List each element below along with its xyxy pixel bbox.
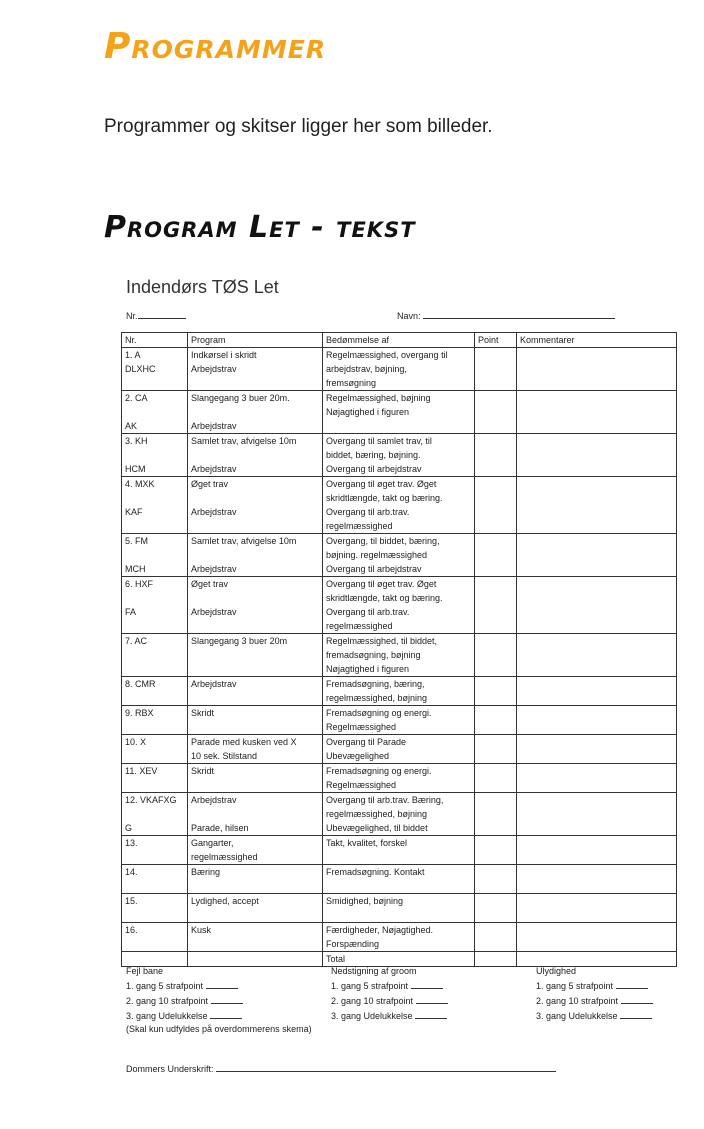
cell-text: Regelmæssighed, til biddet, — [326, 636, 438, 646]
cell-text: regelmæssighed, bøjning — [326, 693, 428, 703]
cell-bedommelse — [323, 634, 475, 677]
cell-text — [125, 807, 184, 821]
table-row — [122, 865, 677, 894]
cell-point[interactable] — [475, 836, 517, 865]
table-row — [122, 677, 677, 706]
cell-nr — [122, 735, 188, 764]
cell-program — [188, 477, 323, 534]
cell-nr — [122, 634, 188, 677]
cell-text: Overgang til Parade — [326, 737, 407, 747]
cell-program — [188, 793, 323, 836]
table-row — [122, 923, 677, 952]
cell-text: Arbejdstrav — [191, 507, 237, 517]
cell-nr — [122, 577, 188, 634]
cell-text: 7. AC — [125, 636, 148, 646]
cell-text: Regelmæssighed — [326, 780, 397, 790]
penalty-line: 3. gang Udelukkelse — [536, 1009, 653, 1024]
intro-text: Programmer og skitser ligger her som billeder. — [104, 116, 493, 137]
cell-text — [125, 937, 184, 951]
cell-point[interactable] — [475, 894, 517, 923]
cell-text: Overgang til arbejdstrav — [326, 564, 422, 574]
navn-blank — [423, 318, 615, 319]
cell-text — [191, 937, 319, 951]
cell-text — [125, 405, 184, 419]
cell-text: HCM — [125, 464, 146, 474]
cell-program — [188, 391, 323, 434]
cell-text: Ubevægelighed — [326, 751, 390, 761]
cell-kommentarer[interactable] — [517, 477, 677, 534]
cell-text: Smidighed, bøjning — [326, 896, 404, 906]
cell-text: Slangegang 3 buer 20m — [191, 636, 288, 646]
cell-text: Regelmæssighed, bøjning — [326, 393, 431, 403]
cell-text — [125, 448, 184, 462]
penalty-line: 3. gang Udelukkelse — [126, 1009, 243, 1024]
cell-text: Overgang, til biddet, bæring, — [326, 536, 440, 546]
cell-program — [188, 634, 323, 677]
cell-text — [125, 749, 184, 763]
cell-program — [188, 706, 323, 735]
cell-program — [188, 534, 323, 577]
cell-text — [191, 591, 319, 605]
cell-text: Samlet trav, afvigelse 10m — [191, 436, 297, 446]
cell-text: Bæring — [191, 867, 221, 877]
signature-blank — [216, 1071, 556, 1072]
cell-text — [326, 908, 471, 922]
navn-field — [397, 311, 615, 321]
cell-kommentarer[interactable] — [517, 634, 677, 677]
cell-text: regelmæssighed — [326, 621, 393, 631]
cell-text — [191, 662, 319, 676]
cell-text: Gangarter, — [191, 838, 234, 848]
cell-program — [188, 434, 323, 477]
cell-text — [191, 908, 319, 922]
table-row — [122, 894, 677, 923]
cell-text: Overgang til øget trav. Øget — [326, 579, 437, 589]
cell-text: Arbejdstrav — [191, 564, 237, 574]
cell-text — [125, 591, 184, 605]
cell-text — [125, 491, 184, 505]
cell-text: Lydighed, accept — [191, 896, 259, 906]
cell-bedommelse — [323, 391, 475, 434]
document-title: Indendørs TØS Let — [126, 277, 279, 297]
cell-text: Nøjagtighed i figuren — [326, 407, 410, 417]
cell-point[interactable] — [475, 706, 517, 735]
section-heading: Program Let - tekst — [104, 210, 416, 245]
cell-text: Parade, hilsen — [191, 823, 249, 833]
cell-bedommelse — [323, 923, 475, 952]
cell-text: 2. CA — [125, 393, 148, 403]
cell-text: regelmæssighed — [326, 521, 393, 531]
cell-text: Arbejdstrav — [191, 421, 237, 431]
cell-program — [188, 836, 323, 865]
cell-text: Fremadsøgning. Kontakt — [326, 867, 425, 877]
score-table — [121, 332, 677, 967]
cell-nr — [122, 865, 188, 894]
cell-bedommelse — [323, 793, 475, 836]
cell-bedommelse — [323, 836, 475, 865]
cell-text: 6. HXF — [125, 579, 154, 589]
cell-text: DLXHC — [125, 364, 156, 374]
table-header-row — [122, 333, 677, 348]
cell-text — [125, 548, 184, 562]
table-row — [122, 735, 677, 764]
cell-text: Overgang til arb.trav. Bæring, — [326, 795, 444, 805]
cell-text: Samlet trav, afvigelse 10m — [191, 536, 297, 546]
cell-text — [125, 908, 184, 922]
cell-program — [188, 923, 323, 952]
cell-nr — [122, 923, 188, 952]
cell-text: 11. XEV — [125, 766, 158, 776]
cell-bedommelse — [323, 348, 475, 391]
table-row — [122, 836, 677, 865]
penalty-title: Ulydighed — [536, 966, 577, 976]
cell-text: 10. X — [125, 737, 147, 747]
cell-text: skridtlængde, takt og bæring. — [326, 493, 443, 503]
cell-text — [326, 419, 471, 433]
cell-text: Forspænding — [326, 939, 380, 949]
cell-nr — [122, 793, 188, 836]
cell-text — [191, 619, 319, 633]
cell-text: fremadsøgning, bøjning — [326, 650, 421, 660]
cell-text: 13. — [125, 838, 138, 848]
penalty-col-nedstigning — [331, 964, 448, 1024]
cell-bedommelse — [323, 677, 475, 706]
cell-text — [191, 519, 319, 533]
cell-kommentarer[interactable] — [517, 764, 677, 793]
penalty-line: 1. gang 5 strafpoint — [126, 979, 243, 994]
cell-bedommelse — [323, 577, 475, 634]
cell-kommentarer[interactable] — [517, 735, 677, 764]
overdommer-note: (Skal kun udfyldes på overdommerens skema) — [126, 1024, 312, 1034]
cell-text — [191, 691, 319, 705]
cell-point[interactable] — [475, 577, 517, 634]
cell-text — [191, 648, 319, 662]
cell-text: Overgang til arbejdstrav — [326, 464, 422, 474]
penalty-col-fejl-bane — [126, 964, 243, 1024]
cell-text — [191, 376, 319, 390]
cell-nr — [122, 764, 188, 793]
cell-point[interactable] — [475, 348, 517, 391]
signature-field — [126, 1064, 556, 1074]
cell-text — [191, 548, 319, 562]
nr-blank — [138, 318, 186, 319]
cell-text: skridtlængde, takt og bæring. — [326, 593, 443, 603]
cell-text: Skridt — [191, 766, 215, 776]
penalty-line: 2. gang 10 strafpoint — [536, 994, 653, 1009]
header-nr: Nr. — [122, 333, 188, 348]
cell-point[interactable] — [475, 923, 517, 952]
cell-text: Fremadsøgning og energi. — [326, 708, 432, 718]
cell-text — [125, 850, 184, 864]
header-program: Program — [188, 333, 323, 348]
cell-text — [191, 448, 319, 462]
cell-text — [191, 405, 319, 419]
table-row — [122, 348, 677, 391]
cell-kommentarer[interactable] — [517, 706, 677, 735]
cell-bedommelse — [323, 865, 475, 894]
cell-bedommelse — [323, 534, 475, 577]
penalty-line: 1. gang 5 strafpoint — [536, 979, 653, 994]
cell-kommentarer[interactable] — [517, 348, 677, 391]
cell-bedommelse — [323, 735, 475, 764]
cell-kommentarer[interactable] — [517, 793, 677, 836]
cell-text: Arbejdstrav — [191, 795, 237, 805]
table-row — [122, 706, 677, 735]
penalty-line: 2. gang 10 strafpoint — [126, 994, 243, 1009]
cell-text: 5. FM — [125, 536, 149, 546]
cell-bedommelse — [323, 477, 475, 534]
cell-text — [191, 807, 319, 821]
cell-text: Slangegang 3 buer 20m. — [191, 393, 290, 403]
cell-program — [188, 865, 323, 894]
cell-bedommelse — [323, 434, 475, 477]
cell-text: fremsøgning — [326, 378, 377, 388]
table-row — [122, 477, 677, 534]
cell-kommentarer[interactable] — [517, 391, 677, 434]
cell-nr — [122, 894, 188, 923]
cell-program — [188, 348, 323, 391]
header-kommentarer: Kommentarer — [517, 333, 677, 348]
cell-kommentarer[interactable] — [517, 865, 677, 894]
cell-program — [188, 764, 323, 793]
cell-text — [191, 879, 319, 893]
table-row — [122, 391, 677, 434]
cell-text: Overgang til arb.trav. — [326, 507, 410, 517]
cell-text — [125, 662, 184, 676]
cell-point[interactable] — [475, 434, 517, 477]
cell-program — [188, 894, 323, 923]
signature-label: Dommers Underskrift: — [126, 1064, 214, 1074]
cell-text — [125, 648, 184, 662]
nr-label: Nr. — [126, 311, 138, 321]
cell-point[interactable] — [475, 793, 517, 836]
cell-point[interactable] — [475, 477, 517, 534]
cell-text: 10 sek. Stilstand — [191, 751, 258, 761]
cell-text: Fremadsøgning og energi. — [326, 766, 432, 776]
cell-text: regelmæssighed, bøjning — [326, 809, 428, 819]
penalty-title: Fejl bane — [126, 966, 164, 976]
navn-label: Navn: — [397, 311, 421, 321]
penalty-line: 3. gang Udelukkelse — [331, 1009, 448, 1024]
cell-text: Overgang til øget trav. Øget — [326, 479, 437, 489]
cell-point[interactable] — [475, 391, 517, 434]
table-row — [122, 534, 677, 577]
cell-text — [191, 720, 319, 734]
cell-text — [125, 376, 184, 390]
cell-text: Arbejdstrav — [191, 364, 237, 374]
cell-point[interactable] — [475, 865, 517, 894]
cell-text: Fremadsøgning, bæring, — [326, 679, 425, 689]
cell-text: 1. A — [125, 350, 141, 360]
cell-text: biddet, bæring, bøjning. — [326, 450, 421, 460]
cell-point[interactable] — [475, 677, 517, 706]
cell-kommentarer[interactable] — [517, 894, 677, 923]
table-row — [122, 764, 677, 793]
cell-text: 12. VKAFXG — [125, 795, 177, 805]
cell-text: Arbejdstrav — [191, 607, 237, 617]
cell-text — [326, 879, 471, 893]
cell-text: Øget trav — [191, 479, 229, 489]
cell-kommentarer[interactable] — [517, 677, 677, 706]
cell-bedommelse — [323, 894, 475, 923]
cell-text: 9. RBX — [125, 708, 154, 718]
cell-kommentarer[interactable] — [517, 534, 677, 577]
cell-text — [191, 778, 319, 792]
header-point: Point — [475, 333, 517, 348]
cell-text: Kusk — [191, 925, 212, 935]
cell-text: 15. — [125, 896, 138, 906]
cell-text: Ubevægelighed, til biddet — [326, 823, 428, 833]
cell-bedommelse — [323, 706, 475, 735]
cell-program — [188, 577, 323, 634]
cell-text: Regelmæssighed, overgang til — [326, 350, 448, 360]
cell-text: Færdigheder, Nøjagtighed. — [326, 925, 434, 935]
cell-text — [125, 879, 184, 893]
penalty-title: Nedstigning af groom — [331, 966, 417, 976]
cell-point[interactable] — [475, 634, 517, 677]
cell-text: Takt, kvalitet, forskel — [326, 838, 408, 848]
cell-text: FA — [125, 607, 137, 617]
header-bedommelse: Bedømmelse af — [323, 333, 475, 348]
cell-kommentarer[interactable] — [517, 577, 677, 634]
cell-nr — [122, 477, 188, 534]
cell-program — [188, 677, 323, 706]
cell-point[interactable] — [475, 952, 517, 967]
cell-point[interactable] — [475, 534, 517, 577]
cell-text — [326, 850, 471, 864]
cell-nr — [122, 534, 188, 577]
penalty-col-ulydighed — [536, 964, 653, 1024]
cell-text: Overgang til samlet trav, til — [326, 436, 432, 446]
cell-text: Regelmæssighed — [326, 722, 397, 732]
cell-text — [125, 619, 184, 633]
table-row — [122, 434, 677, 477]
cell-kommentarer[interactable] — [517, 923, 677, 952]
table-row — [122, 634, 677, 677]
cell-text: 4. MXK — [125, 479, 155, 489]
cell-text: Øget trav — [191, 579, 229, 589]
cell-text: KAF — [125, 507, 143, 517]
cell-text: 8. CMR — [125, 679, 156, 689]
cell-bedommelse — [323, 764, 475, 793]
penalty-line: 1. gang 5 strafpoint — [331, 979, 448, 994]
cell-text: Nøjagtighed i figuren — [326, 664, 410, 674]
cell-program — [188, 735, 323, 764]
cell-nr — [122, 434, 188, 477]
cell-nr — [122, 836, 188, 865]
nr-field — [126, 311, 186, 321]
cell-text: Skridt — [191, 708, 215, 718]
cell-text: regelmæssighed — [191, 852, 258, 862]
cell-text: AK — [125, 421, 138, 431]
cell-text: Indkørsel i skridt — [191, 350, 257, 360]
cell-text: Parade med kusken ved X — [191, 737, 297, 747]
cell-point[interactable] — [475, 764, 517, 793]
cell-text: Arbejdstrav — [191, 464, 237, 474]
cell-point[interactable] — [475, 735, 517, 764]
cell-text — [125, 778, 184, 792]
cell-text — [191, 491, 319, 505]
cell-text: 3. KH — [125, 436, 148, 446]
cell-text: 16. — [125, 925, 138, 935]
cell-nr — [122, 348, 188, 391]
cell-nr — [122, 706, 188, 735]
table-row — [122, 577, 677, 634]
penalty-line: 2. gang 10 strafpoint — [331, 994, 448, 1009]
page-heading: Programmer — [104, 26, 327, 67]
cell-text: Total — [326, 954, 346, 964]
table-body — [122, 348, 677, 967]
cell-nr — [122, 391, 188, 434]
cell-text: Arbejdstrav — [191, 679, 237, 689]
cell-nr — [122, 677, 188, 706]
cell-text — [125, 519, 184, 533]
cell-text: MCH — [125, 564, 146, 574]
cell-kommentarer[interactable] — [517, 434, 677, 477]
cell-text: G — [125, 823, 133, 833]
cell-text — [125, 720, 184, 734]
table-row — [122, 793, 677, 836]
cell-text: Overgang til arb.trav. — [326, 607, 410, 617]
cell-text: arbejdstrav, bøjning, — [326, 364, 407, 374]
cell-text: 14. — [125, 867, 138, 877]
cell-kommentarer[interactable] — [517, 836, 677, 865]
cell-text — [125, 691, 184, 705]
cell-text: bøjning. regelmæssighed — [326, 550, 428, 560]
